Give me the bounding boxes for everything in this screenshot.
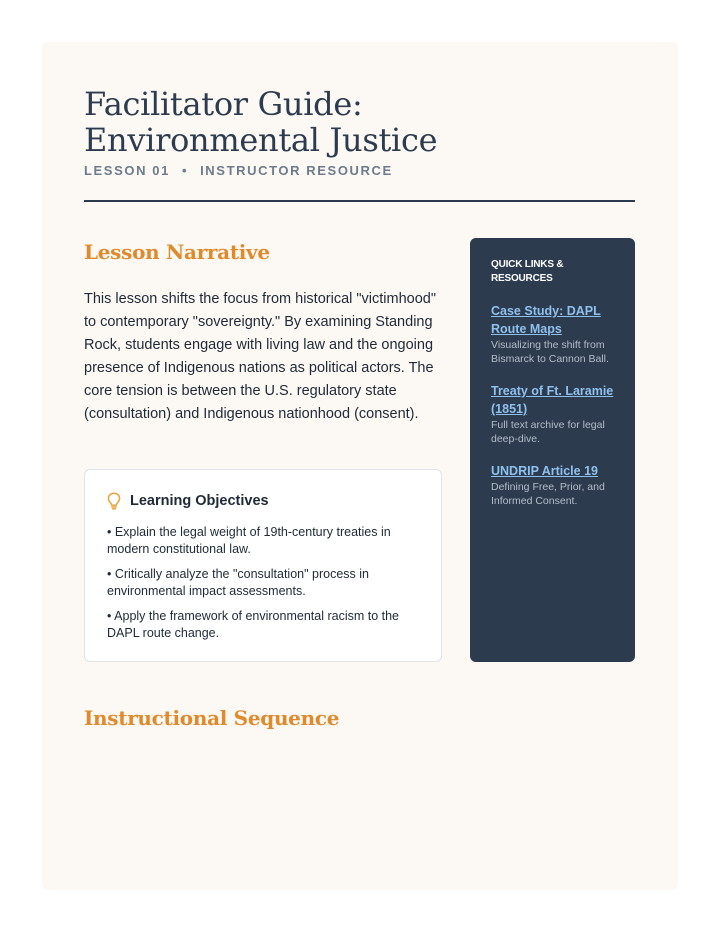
- link-description: Defining Free, Prior, and Informed Consent.: [491, 481, 605, 507]
- undrip-article-19-link[interactable]: UNDRIP Article 19: [491, 464, 598, 478]
- document-page: [42, 42, 678, 890]
- quick-links-heading: QUICK LINKS & RESOURCES: [491, 259, 564, 284]
- separator-dot: •: [181, 163, 189, 178]
- dapl-route-maps-link[interactable]: Case Study: DAPL Route Maps: [491, 304, 601, 336]
- lesson-narrative-heading: Lesson Narrative: [84, 240, 270, 264]
- learning-objectives-header: [107, 492, 269, 510]
- resource-link-block: [491, 462, 615, 508]
- objective-item: • Critically analyze the "consultation" process in environmental impact assessments.: [107, 567, 369, 598]
- link-description: Visualizing the shift from Bismarck to Cannon Ball.: [491, 339, 609, 365]
- lesson-narrative-text: This lesson shifts the focus from historical "victimhood" to contemporary "sovereignty." By examining Standing Rock, students engage with living law and the ongoing presence of Indigenous nations as political actors. The core tension is between the U.S. regulatory state (consultation) and Indigenous nationhood (consent).: [84, 291, 436, 422]
- link-description: Full text archive for legal deep-dive.: [491, 419, 605, 445]
- resource-link-block: [491, 302, 615, 366]
- learning-objectives-card: [84, 469, 442, 662]
- objective-item: • Apply the framework of environmental racism to the DAPL route change.: [107, 609, 400, 640]
- header-divider: [84, 200, 635, 202]
- objective-item: • Explain the legal weight of 19th-century treaties in modern constitutional law.: [107, 525, 391, 556]
- instructional-sequence-heading: Instructional Sequence: [84, 706, 340, 730]
- resource-type: INSTRUCTOR RESOURCE: [200, 163, 393, 178]
- lesson-number: LESSON 01: [84, 163, 170, 178]
- lesson-meta: [84, 163, 393, 178]
- learning-objectives-title: Learning Objectives: [130, 493, 269, 509]
- lightbulb-icon: [107, 492, 121, 510]
- treaty-ft-laramie-link[interactable]: Treaty of Ft. Laramie (1851): [491, 384, 614, 416]
- quick-links-sidebar: [470, 238, 635, 662]
- resource-link-block: [491, 382, 615, 446]
- objectives-list: [107, 524, 425, 650]
- page-title: Facilitator Guide: Environmental Justice: [84, 85, 438, 159]
